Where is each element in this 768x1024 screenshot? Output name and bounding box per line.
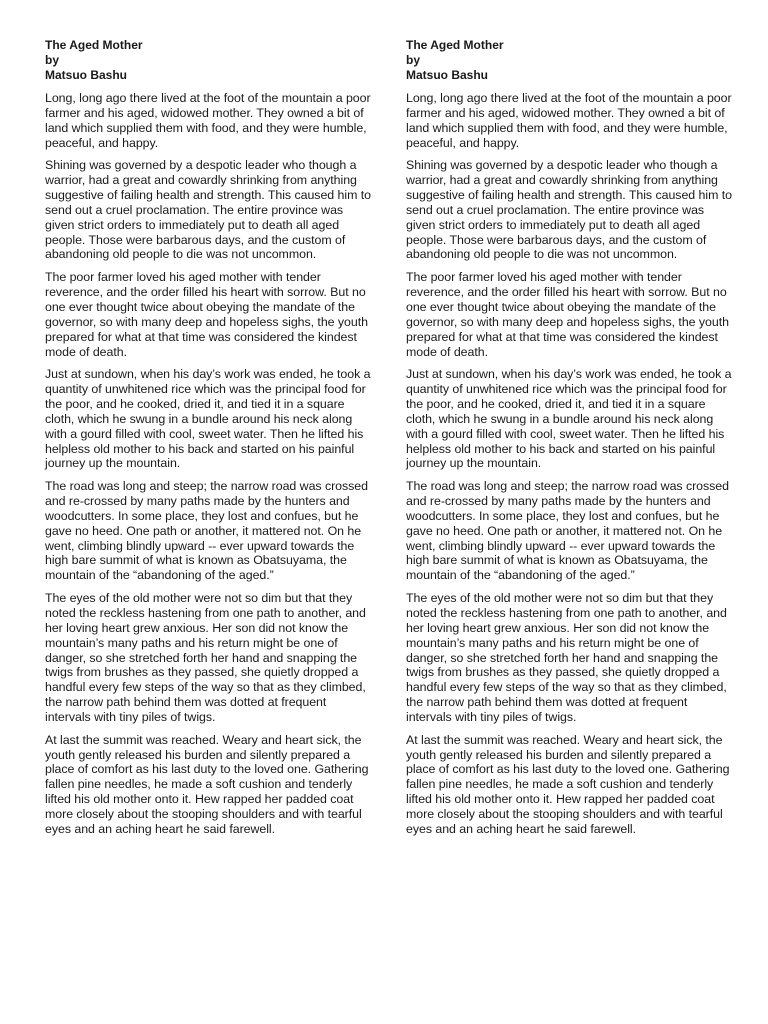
paragraph: Shining was governed by a despotic leader who though a warrior, had a great and cowardly shrinking from anything suggestive of failing health and strength. This caused him to send out a cruel proclamation. The entire province was given strict orders to immediately put to death all aged people. Those were barbarous days, and the custom of abandoning old people to die was not uncommon.: [45, 158, 371, 262]
paragraph: Long, long ago there lived at the foot of the mountain a poor farmer and his aged, widowed mother. They owned a bit of land which supplied them with food, and they were humble, peaceful, and happy.: [45, 91, 371, 150]
paragraph: Long, long ago there lived at the foot of the mountain a poor farmer and his aged, widowed mother. They owned a bit of land which supplied them with food, and they were humble, peaceful, and happy.: [406, 91, 732, 150]
paragraph: The eyes of the old mother were not so dim but that they noted the reckless hastening from one path to another, and her loving heart grew anxious. Her son did not know the mountain’s many paths and his return might be one of danger, so she stretched forth her hand and snapping the twigs from brushes as they passed, she quietly dropped a handful every few steps of the way so that as they climbed, the narrow path behind them was dotted at frequent intervals with tiny piles of twigs.: [406, 591, 727, 724]
story-author: Matsuo Bashu: [406, 68, 489, 82]
story-by: by: [406, 53, 421, 67]
paragraph: Just at sundown, when his day’s work was ended, he took a quantity of unwhitened rice which was the principal food for the poor, and he cooked, dried it, and tied it in a square cloth, which he swung in a bundle around his neck along with a gourd filled with cool, sweet water. Then he lifted his helpless old mother to his back and started on his painful journey up the mountain.: [45, 367, 371, 471]
paragraph: Shining was governed by a despotic leader who though a warrior, had a great and cowardly shrinking from anything suggestive of failing health and strength. This caused him to send out a cruel proclamation. The entire province was given strict orders to immediately put to death all aged people. Those were barbarous days, and the custom of abandoning old people to die was not uncommon.: [406, 158, 732, 262]
right-column: [406, 38, 736, 845]
paragraph: At last the summit was reached. Weary and heart sick, the youth gently released his burden and silently prepared a place of comfort as his last duty to the loved one. Gathering fallen pine needles, he made a soft cushion and tenderly lifted his old mother onto it. Hew rapped her padded coat more closely about the stooping shoulders and with tearful eyes and an aching heart he said farewell.: [45, 732, 369, 836]
paragraph: The poor farmer loved his aged mother with tender reverence, and the order filled his heart with sorrow. But no one ever thought twice about obeying the mandate of the governor, so with many deep and hopeless sighs, the youth prepared for what at that time was considered the kindest mode of death.: [45, 270, 368, 359]
story-title: The Aged Mother: [45, 38, 143, 52]
story-heading: [45, 38, 375, 83]
story-title: The Aged Mother: [406, 38, 504, 52]
paragraph: The eyes of the old mother were not so dim but that they noted the reckless hastening from one path to another, and her loving heart grew anxious. Her son did not know the mountain’s many paths and his return might be one of danger, so she stretched forth her hand and snapping the twigs from brushes as they passed, she quietly dropped a handful every few steps of the way so that as they climbed, the narrow path behind them was dotted at frequent intervals with tiny piles of twigs.: [45, 591, 366, 724]
paragraph: The road was long and steep; the narrow road was crossed and re-crossed by many paths made by the hunters and woodcutters. In some place, they lost and confues, but he gave no heed. One path or another, it mattered not. On he went, climbing blindly upward -- ever upward towards the high bare summit of what is known as Obatsuyama, the mountain of the “abandoning of the aged.”: [406, 479, 729, 583]
story-heading: [406, 38, 736, 83]
paragraph: Just at sundown, when his day’s work was ended, he took a quantity of unwhitened rice which was the principal food for the poor, and he cooked, dried it, and tied it in a square cloth, which he swung in a bundle around his neck along with a gourd filled with cool, sweet water. Then he lifted his helpless old mother to his back and started on his painful journey up the mountain.: [406, 367, 732, 471]
left-column: [45, 38, 375, 845]
paragraph: The poor farmer loved his aged mother with tender reverence, and the order filled his heart with sorrow. But no one ever thought twice about obeying the mandate of the governor, so with many deep and hopeless sighs, the youth prepared for what at that time was considered the kindest mode of death.: [406, 270, 729, 359]
story-author: Matsuo Bashu: [45, 68, 128, 82]
paragraph: At last the summit was reached. Weary and heart sick, the youth gently released his burden and silently prepared a place of comfort as his last duty to the loved one. Gathering fallen pine needles, he made a soft cushion and tenderly lifted his old mother onto it. Hew rapped her padded coat more closely about the stooping shoulders and with tearful eyes and an aching heart he said farewell.: [406, 732, 730, 836]
story-by: by: [45, 53, 60, 67]
paragraph: The road was long and steep; the narrow road was crossed and re-crossed by many paths made by the hunters and woodcutters. In some place, they lost and confues, but he gave no heed. One path or another, it mattered not. On he went, climbing blindly upward -- ever upward towards the high bare summit of what is known as Obatsuyama, the mountain of the “abandoning of the aged.”: [45, 479, 368, 583]
